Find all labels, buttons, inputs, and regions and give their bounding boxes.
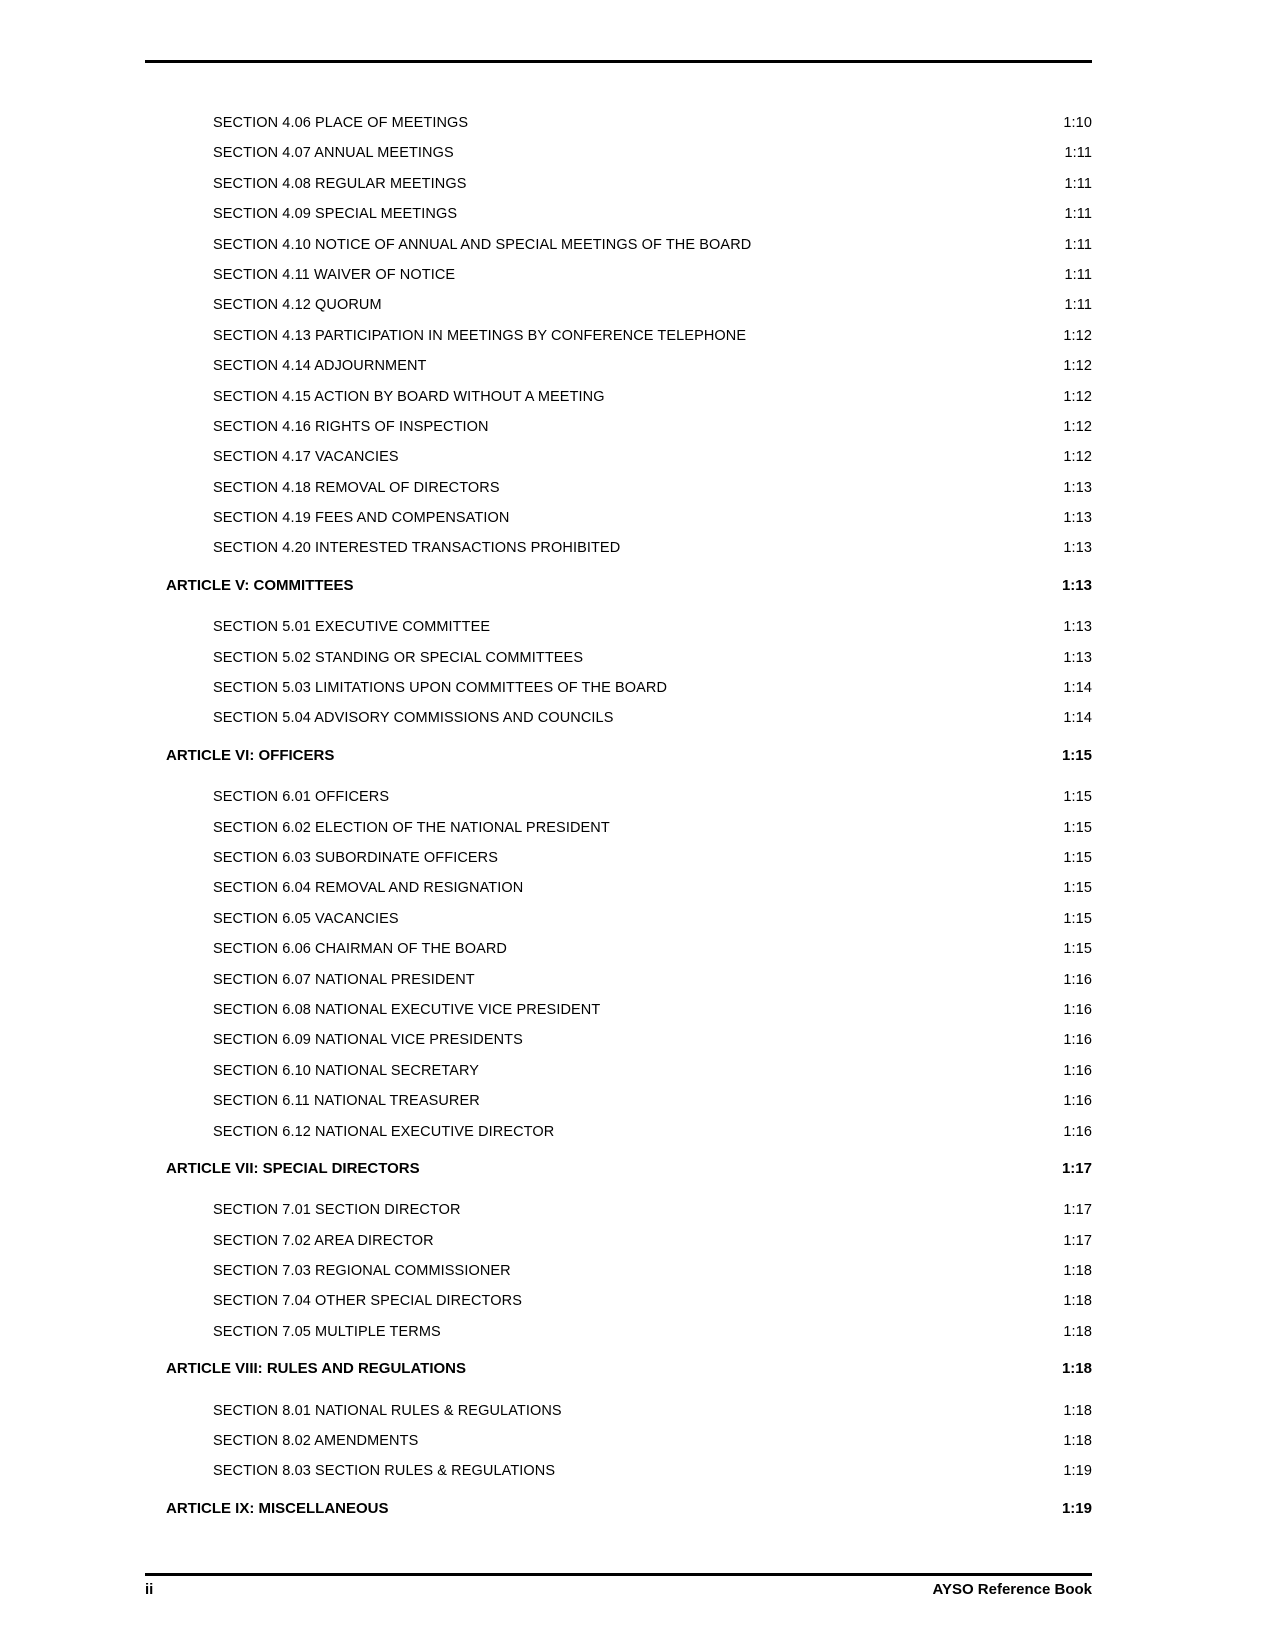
toc-entry-label: SECTION 4.20 INTERESTED TRANSACTIONS PROHIBITED <box>213 540 621 557</box>
toc-entry-page-number: 1:18 <box>1063 1402 1092 1419</box>
toc-entry-page-number: 1:19 <box>1063 1463 1092 1480</box>
toc-entry-page-number: 1:18 <box>1063 1293 1092 1310</box>
toc-entry-page-number: 1:18 <box>1063 1323 1092 1340</box>
toc-entry-page-number: 1:11 <box>1064 297 1092 314</box>
toc-entry-label: SECTION 7.01 SECTION DIRECTOR <box>213 1202 461 1219</box>
toc-entry-page-number: 1:11 <box>1064 266 1092 283</box>
toc-entry-label: SECTION 5.02 STANDING OR SPECIAL COMMITTEES <box>213 649 584 666</box>
toc-entry-page-number: 1:19 <box>1061 1499 1092 1517</box>
table-of-contents <box>166 108 1092 1535</box>
toc-section-row <box>166 612 1092 642</box>
toc-section-row <box>166 904 1092 934</box>
toc-section-row <box>166 1317 1092 1347</box>
toc-entry-label: SECTION 4.10 NOTICE OF ANNUAL AND SPECIAL MEETINGS OF THE BOARD <box>213 236 752 253</box>
page-footer <box>145 1578 1092 1602</box>
toc-section-row <box>166 1426 1092 1456</box>
toc-entry-page-number: 1:15 <box>1063 910 1092 927</box>
toc-entry-page-number: 1:17 <box>1061 1159 1092 1177</box>
toc-entry-label: SECTION 6.06 CHAIRMAN OF THE BOARD <box>213 941 507 958</box>
toc-section-row <box>166 1086 1092 1116</box>
toc-entry-page-number: 1:15 <box>1063 849 1092 866</box>
toc-entry-label: SECTION 6.09 NATIONAL VICE PRESIDENTS <box>213 1032 523 1049</box>
toc-section-row <box>166 934 1092 964</box>
toc-entry-label: SECTION 4.07 ANNUAL MEETINGS <box>213 145 454 162</box>
toc-entry-page-number: 1:13 <box>1063 479 1092 496</box>
toc-entry-page-number: 1:13 <box>1061 576 1092 594</box>
toc-entry-page-number: 1:17 <box>1063 1232 1092 1249</box>
toc-entry-page-number: 1:13 <box>1063 649 1092 666</box>
toc-section-row <box>166 1286 1092 1316</box>
toc-section-row <box>166 230 1092 260</box>
toc-section-row <box>166 199 1092 229</box>
toc-section-row <box>166 643 1092 673</box>
toc-section-row <box>166 260 1092 290</box>
toc-entry-page-number: 1:12 <box>1063 418 1092 435</box>
toc-entry-page-number: 1:16 <box>1063 1123 1092 1140</box>
toc-section-row <box>166 873 1092 903</box>
toc-section-row <box>166 1456 1092 1486</box>
toc-section-row <box>166 138 1092 168</box>
footer-document-title: AYSO Reference Book <box>932 1581 1092 1598</box>
toc-entry-page-number: 1:14 <box>1063 680 1092 697</box>
toc-entry-label: SECTION 6.04 REMOVAL AND RESIGNATION <box>213 880 524 897</box>
toc-entry-page-number: 1:11 <box>1064 145 1092 162</box>
toc-entry-page-number: 1:12 <box>1063 449 1092 466</box>
header-rule <box>145 60 1092 63</box>
toc-entry-label: SECTION 6.11 NATIONAL TREASURER <box>213 1093 480 1110</box>
toc-entry-label: ARTICLE VII: SPECIAL DIRECTORS <box>166 1159 420 1177</box>
toc-entry-label: SECTION 7.05 MULTIPLE TERMS <box>213 1323 441 1340</box>
toc-entry-label: SECTION 4.11 WAIVER OF NOTICE <box>213 266 456 283</box>
toc-entry-label: ARTICLE VIII: RULES AND REGULATIONS <box>166 1360 466 1378</box>
toc-section-row <box>166 290 1092 320</box>
toc-entry-label: SECTION 4.09 SPECIAL MEETINGS <box>213 206 458 223</box>
toc-section-row <box>166 169 1092 199</box>
toc-entry-label: SECTION 4.18 REMOVAL OF DIRECTORS <box>213 479 500 496</box>
toc-section-row <box>166 473 1092 503</box>
toc-entry-label: SECTION 7.03 REGIONAL COMMISSIONER <box>213 1263 511 1280</box>
toc-entry-page-number: 1:18 <box>1063 1433 1092 1450</box>
toc-entry-page-number: 1:14 <box>1063 710 1092 727</box>
toc-entry-page-number: 1:10 <box>1063 115 1092 131</box>
toc-entry-label: SECTION 4.12 QUORUM <box>213 297 382 314</box>
toc-entry-label: SECTION 6.01 OFFICERS <box>213 789 390 806</box>
toc-section-row <box>166 382 1092 412</box>
toc-entry-page-number: 1:15 <box>1063 789 1092 806</box>
toc-section-row <box>166 503 1092 533</box>
toc-entry-label: ARTICLE IX: MISCELLANEOUS <box>166 1499 389 1517</box>
toc-entry-label: SECTION 7.02 AREA DIRECTOR <box>213 1232 434 1249</box>
toc-entry-label: SECTION 6.07 NATIONAL PRESIDENT <box>213 971 475 988</box>
toc-entry-page-number: 1:16 <box>1063 1093 1092 1110</box>
toc-entry-label: ARTICLE VI: OFFICERS <box>166 746 335 764</box>
toc-entry-label: SECTION 7.04 OTHER SPECIAL DIRECTORS <box>213 1293 522 1310</box>
toc-section-row <box>166 1396 1092 1426</box>
footer-rule <box>145 1573 1092 1576</box>
toc-section-row <box>166 442 1092 472</box>
toc-entry-page-number: 1:18 <box>1063 1263 1092 1280</box>
toc-entry-label: SECTION 6.12 NATIONAL EXECUTIVE DIRECTOR <box>213 1123 555 1140</box>
toc-entry-page-number: 1:13 <box>1063 540 1092 557</box>
toc-section-row <box>166 321 1092 351</box>
toc-section-row <box>166 1117 1092 1147</box>
toc-entry-label: SECTION 4.19 FEES AND COMPENSATION <box>213 510 510 527</box>
footer-page-number: ii <box>145 1581 154 1598</box>
toc-section-row <box>166 1226 1092 1256</box>
toc-entry-page-number: 1:16 <box>1063 1032 1092 1049</box>
toc-section-row <box>166 995 1092 1025</box>
toc-section-row <box>166 673 1092 703</box>
toc-section-row <box>166 412 1092 442</box>
toc-entry-label: ARTICLE V: COMMITTEES <box>166 576 354 594</box>
toc-entry-label: SECTION 4.06 PLACE OF MEETINGS <box>213 115 469 131</box>
toc-article-row <box>166 571 1092 601</box>
toc-entry-page-number: 1:15 <box>1063 819 1092 836</box>
toc-entry-label: SECTION 6.10 NATIONAL SECRETARY <box>213 1062 480 1079</box>
toc-entry-page-number: 1:15 <box>1063 880 1092 897</box>
toc-entry-label: SECTION 6.05 VACANCIES <box>213 910 399 927</box>
toc-entry-label: SECTION 5.03 LIMITATIONS UPON COMMITTEES OF THE BOARD <box>213 680 668 697</box>
toc-entry-label: SECTION 8.01 NATIONAL RULES & REGULATIONS <box>213 1402 562 1419</box>
toc-section-row <box>166 1195 1092 1225</box>
toc-entry-page-number: 1:12 <box>1063 388 1092 405</box>
toc-entry-page-number: 1:16 <box>1063 1062 1092 1079</box>
toc-section-row <box>166 813 1092 843</box>
toc-entry-page-number: 1:18 <box>1061 1360 1092 1378</box>
toc-article-row <box>166 1494 1092 1524</box>
toc-entry-page-number: 1:16 <box>1063 1001 1092 1018</box>
toc-section-row <box>166 843 1092 873</box>
toc-section-row <box>166 1056 1092 1086</box>
toc-entry-label: SECTION 4.08 REGULAR MEETINGS <box>213 175 467 192</box>
toc-entry-page-number: 1:17 <box>1063 1202 1092 1219</box>
toc-entry-label: SECTION 6.08 NATIONAL EXECUTIVE VICE PRESIDENT <box>213 1001 601 1018</box>
toc-article-row <box>166 1354 1092 1384</box>
toc-entry-label: SECTION 6.03 SUBORDINATE OFFICERS <box>213 849 499 866</box>
toc-entry-page-number: 1:13 <box>1063 510 1092 527</box>
toc-entry-label: SECTION 8.02 AMENDMENTS <box>213 1433 419 1450</box>
toc-entry-page-number: 1:11 <box>1064 206 1092 223</box>
toc-entry-label: SECTION 5.01 EXECUTIVE COMMITTEE <box>213 619 491 636</box>
toc-section-row <box>166 1025 1092 1055</box>
toc-entry-label: SECTION 8.03 SECTION RULES & REGULATIONS <box>213 1463 556 1480</box>
toc-entry-page-number: 1:15 <box>1061 746 1092 764</box>
toc-entry-label: SECTION 4.15 ACTION BY BOARD WITHOUT A MEETING <box>213 388 605 405</box>
toc-entry-page-number: 1:11 <box>1064 236 1092 253</box>
toc-entry-page-number: 1:16 <box>1063 971 1092 988</box>
toc-entry-label: SECTION 6.02 ELECTION OF THE NATIONAL PRESIDENT <box>213 819 610 836</box>
toc-section-row <box>166 965 1092 995</box>
toc-entry-label: SECTION 4.14 ADJOURNMENT <box>213 358 427 375</box>
toc-entry-label: SECTION 4.16 RIGHTS OF INSPECTION <box>213 418 489 435</box>
toc-entry-page-number: 1:11 <box>1064 175 1092 192</box>
toc-entry-label: SECTION 4.17 VACANCIES <box>213 449 399 466</box>
toc-entry-label: SECTION 5.04 ADVISORY COMMISSIONS AND COUNCILS <box>213 710 614 727</box>
toc-section-row <box>166 108 1092 138</box>
toc-section-row <box>166 1256 1092 1286</box>
toc-entry-page-number: 1:12 <box>1063 327 1092 344</box>
toc-section-row <box>166 703 1092 733</box>
toc-section-row <box>166 533 1092 563</box>
toc-entry-page-number: 1:15 <box>1063 941 1092 958</box>
toc-entry-label: SECTION 4.13 PARTICIPATION IN MEETINGS BY CONFERENCE TELEPHONE <box>213 327 747 344</box>
toc-entry-page-number: 1:13 <box>1063 619 1092 636</box>
toc-section-row <box>166 351 1092 381</box>
toc-section-row <box>166 782 1092 812</box>
toc-article-row <box>166 741 1092 771</box>
toc-article-row <box>166 1154 1092 1184</box>
toc-entry-page-number: 1:12 <box>1063 358 1092 375</box>
